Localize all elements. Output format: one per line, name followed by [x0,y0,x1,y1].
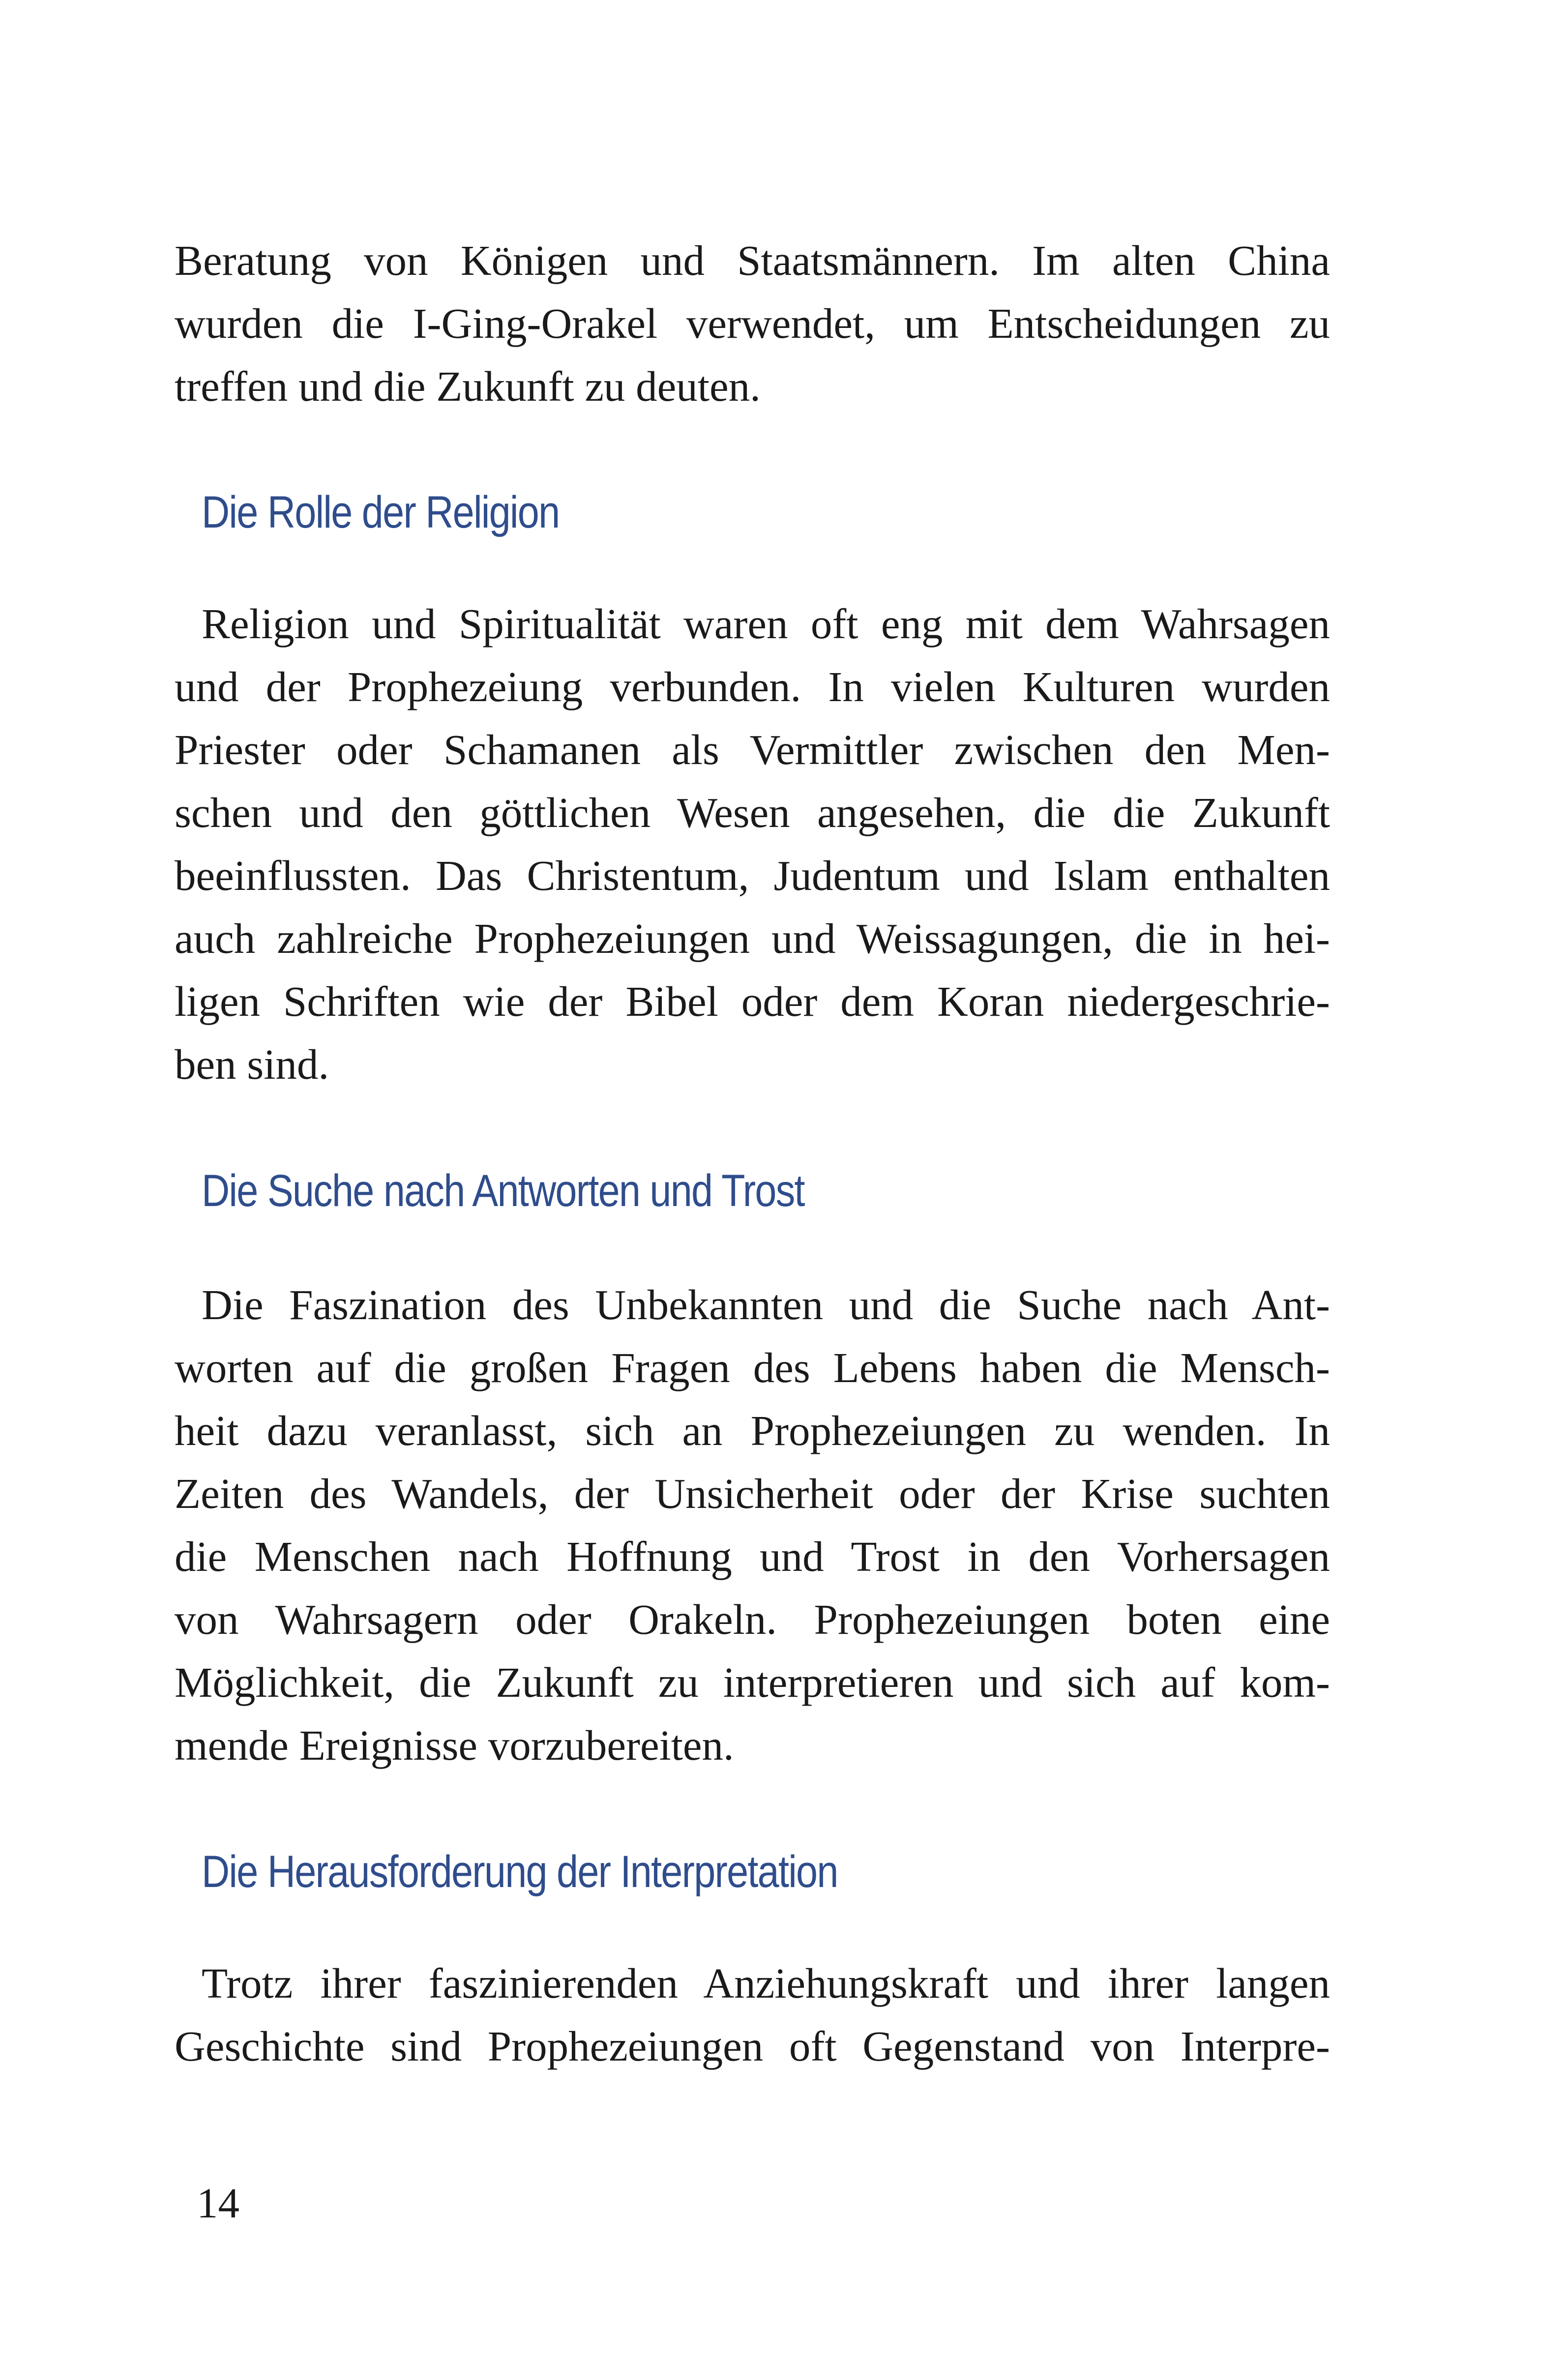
section-heading-interpretation: Die Herausforderung der Interpretation [202,1847,838,1897]
paragraph-line: von Wahrsagern oder Orakeln. Prophezeiungen boten eine [175,1595,1330,1643]
page-number: 14 [197,2179,239,2227]
paragraph-search [175,1273,1330,1777]
paragraph-line: und der Prophezeiung verbunden. In vielen Kulturen wurden [175,663,1330,710]
paragraph-line: mende Ereignisse vorzubereiten. [175,1721,734,1769]
paragraph-line: Möglichkeit, die Zukunft zu interpretieren und sich auf kom- [175,1658,1330,1706]
paragraph-line: auch zahlreiche Prophezeiungen und Weissagungen, die in hei- [175,914,1330,962]
section-heading-religion: Die Rolle der Religion [202,487,560,537]
paragraph-line: Geschichte sind Prophezeiungen oft Gegenstand von Interpre- [175,2022,1330,2070]
paragraph-line: heit dazu veranlasst, sich an Prophezeiungen zu wenden. In [175,1407,1330,1454]
paragraph-intro [175,229,1330,418]
paragraph-line: Beratung von Königen und Staatsmännern. Im alten China [175,236,1330,284]
paragraph-line: Priester oder Schamanen als Vermittler zwischen den Men- [175,726,1330,773]
paragraph-line: beeinflussten. Das Christentum, Judentum und Islam enthalten [175,852,1330,899]
paragraph-line: Die Faszination des Unbekannten und die Suche nach Ant- [202,1281,1330,1328]
paragraph-line: Zeiten des Wandels, der Unsicherheit oder der Krise suchten [175,1470,1330,1517]
paragraph-line: schen und den göttlichen Wesen angesehen, die die Zukunft [175,789,1330,836]
paragraph-interpretation [175,1952,1330,2078]
paragraph-line: ligen Schriften wie der Bibel oder dem Koran niedergeschrie- [175,977,1330,1025]
paragraph-line: ben sind. [175,1040,329,1088]
paragraph-religion [175,592,1330,1096]
paragraph-line: wurden die I-Ging-Orakel verwendet, um Entscheidungen zu [175,299,1330,347]
paragraph-line: worten auf die großen Fragen des Lebens haben die Mensch- [175,1344,1330,1391]
paragraph-line: Religion und Spiritualität waren oft eng mit dem Wahrsagen [202,600,1330,648]
section-heading-search: Die Suche nach Antworten und Trost [202,1166,804,1216]
paragraph-line: Trotz ihrer faszinierenden Anziehungskraft und ihrer langen [202,1959,1330,2007]
paragraph-line: die Menschen nach Hoffnung und Trost in den Vorhersagen [175,1533,1330,1580]
paragraph-line: treffen und die Zukunft zu deuten. [175,362,761,410]
